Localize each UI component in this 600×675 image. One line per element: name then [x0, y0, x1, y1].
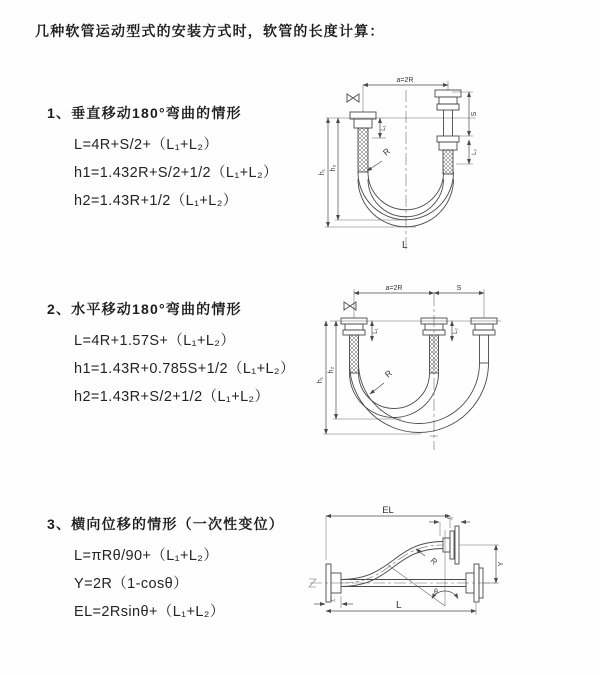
page-title: 几种软管运动型式的安装方式时，软管的长度计算：	[35, 23, 385, 39]
section-3	[47, 514, 284, 626]
flange-upper	[443, 526, 459, 564]
radius-leader	[370, 383, 384, 394]
dim-label-l1: L₁	[381, 125, 387, 131]
dim-label-s: S	[456, 285, 462, 292]
dim-label-h2: h₂	[328, 366, 335, 374]
formula-line: EL=2Rsinθ+（L₁+L₂）	[74, 604, 225, 620]
angle-label: θ	[434, 589, 438, 596]
diagram-lateral-displacement	[298, 500, 598, 650]
dim-label-l: L	[396, 600, 402, 611]
radius-label: R	[428, 556, 440, 567]
dim-label-a2r: a=2R	[396, 77, 414, 84]
diagram-vertical-bend	[306, 72, 596, 257]
dim-label-h1: h₁	[319, 168, 326, 176]
section-1-heading: 1、垂直移动180°弯曲的情形	[47, 105, 242, 121]
dim-label-l1: L₁	[373, 328, 379, 334]
section-3-formulas	[74, 542, 284, 626]
hose-curve	[341, 542, 443, 580]
dim-label-y: Y	[498, 561, 505, 567]
dim-label-s: S	[471, 111, 478, 117]
dim-label-l1: L₁	[330, 597, 336, 603]
radius-leader	[367, 161, 382, 171]
section-2-heading: 2、水平移动180°弯曲的情形	[47, 301, 242, 317]
dim-label-h2: h₂	[330, 164, 337, 172]
flange-left	[341, 318, 367, 373]
formula-line: h1=1.43R+0.785S+1/2（L₁+L₂）	[74, 361, 295, 377]
hose-arc	[359, 373, 430, 409]
length-label: L	[402, 240, 408, 251]
hose-braid-left	[358, 128, 368, 172]
dim-label-l2: L₂	[453, 328, 459, 334]
hose-arc	[350, 373, 439, 418]
flange-right	[471, 318, 497, 363]
hose-braid-right	[443, 150, 453, 174]
formula-line: h2=1.43R+1/2（L₁+L₂）	[74, 193, 238, 209]
formula-line: L=πRθ/90+（L₁+L₂）	[74, 548, 219, 564]
section-2-formulas	[74, 327, 295, 411]
valve-icon	[347, 94, 359, 102]
dim-label-a2r: a=2R	[385, 285, 403, 292]
section-3-heading: 3、横向位移的情形（一次性变位）	[47, 516, 284, 532]
section-1	[47, 103, 278, 215]
section-1-formulas	[74, 131, 278, 215]
diagram-horizontal-bend	[306, 278, 596, 463]
formula-line: L=4R+1.57S+（L₁+L₂）	[74, 333, 236, 349]
formula-line: h2=1.43R+S/2+1/2（L₁+L₂）	[74, 389, 270, 405]
dim-label-h1: h₁	[317, 376, 324, 384]
centerline-curve	[341, 545, 443, 583]
hose-curve	[341, 549, 443, 587]
radius-label: R	[380, 145, 392, 158]
section-2	[47, 299, 295, 411]
dim-label-l2: L₂	[472, 149, 478, 155]
formula-line: Y=2R（1-cosθ）	[74, 576, 188, 592]
dim-label-el: EL	[382, 505, 394, 516]
dim-label-l2: L₂	[447, 515, 453, 521]
radius-label: R	[382, 367, 394, 380]
formula-line: h1=1.432R+S/2+1/2（L₁+L₂）	[74, 165, 278, 181]
formula-line: L=4R+S/2+（L₁+L₂）	[74, 137, 219, 153]
